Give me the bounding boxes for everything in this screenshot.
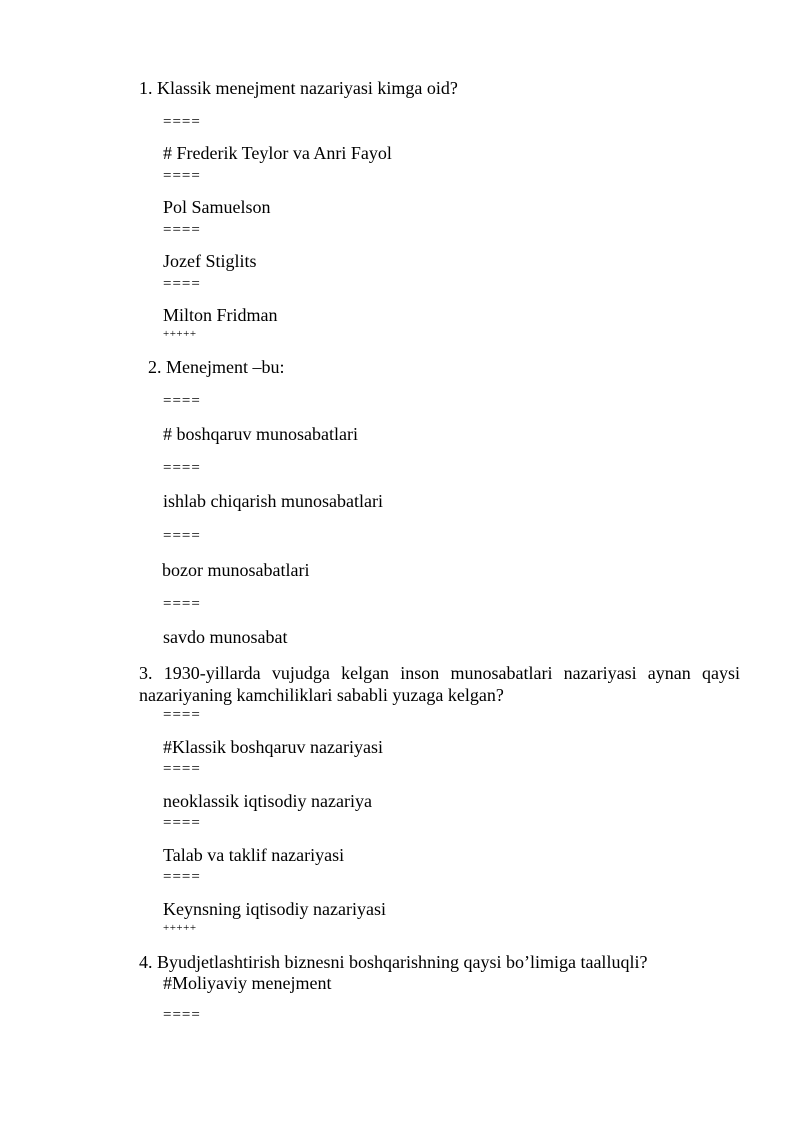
question-3-option-3: Talab va taklif nazariyasi (163, 845, 345, 865)
question-1-option-2: Pol Samuelson (163, 197, 271, 217)
question-2-option-3: bozor munosabatlari (162, 560, 310, 580)
separator: ==== (163, 114, 201, 130)
question-1-option-1: # Frederik Teylor va Anri Fayol (163, 143, 392, 163)
separator: ==== (163, 707, 201, 723)
separator: ==== (163, 596, 201, 612)
separator: ==== (163, 761, 201, 777)
separator: ==== (163, 528, 201, 544)
separator: ==== (163, 393, 201, 409)
question-1-text: 1. Klassik menejment nazariyasi kimga oid? (139, 78, 458, 98)
end-marker: +++++ (163, 328, 197, 340)
separator: ==== (163, 1007, 201, 1023)
question-2-option-2: ishlab chiqarish munosabatlari (163, 491, 383, 511)
separator: ==== (163, 815, 201, 831)
question-1-option-3: Jozef Stiglits (163, 251, 257, 271)
question-3-option-4: Keynsning iqtisodiy nazariyasi (163, 899, 386, 919)
separator: ==== (163, 276, 201, 292)
question-4-option-1: #Moliyaviy menejment (163, 973, 332, 993)
question-2-text: 2. Menejment –bu: (148, 357, 285, 377)
separator: ==== (163, 222, 201, 238)
question-3-text: 3. 1930-yillarda vujudga kelgan inson munosabatlari nazariyasi aynan qaysi nazariyaning kamchiliklari sababli yuzaga kelgan? (139, 663, 740, 705)
question-2-option-1: # boshqaruv munosabatlari (163, 424, 358, 444)
separator: ==== (163, 168, 201, 184)
separator: ==== (163, 869, 201, 885)
question-1-option-4: Milton Fridman (163, 305, 278, 325)
end-marker: +++++ (163, 922, 197, 934)
question-3-option-2: neoklassik iqtisodiy nazariya (163, 791, 372, 811)
separator: ==== (163, 460, 201, 476)
question-3-option-1: #Klassik boshqaruv nazariyasi (163, 737, 383, 757)
question-2-option-4: savdo munosabat (163, 627, 288, 647)
question-4-text: 4. Byudjetlashtirish biznesni boshqarishning qaysi bo’limiga taalluqli? (139, 952, 648, 972)
